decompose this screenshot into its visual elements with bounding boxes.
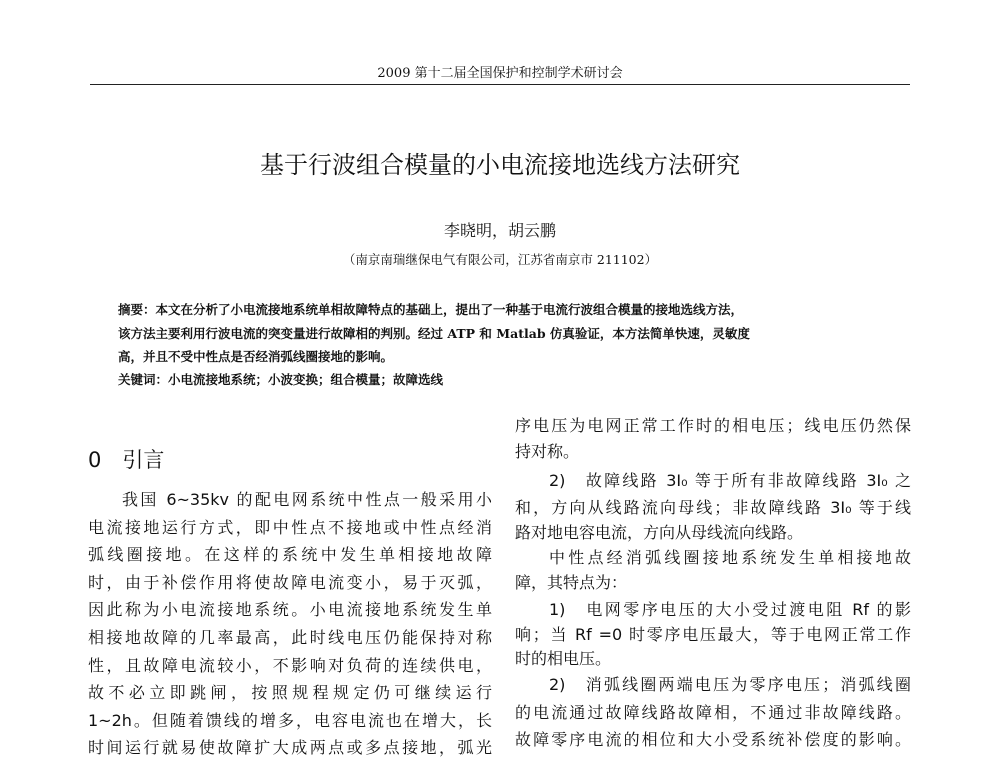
body-line: 的电流通过故障线路故障相，不通过非故障线路。 bbox=[515, 703, 911, 722]
body-line: 时，由于补偿作用将使故障电流变小，易于灭弧， bbox=[88, 573, 492, 592]
body-line: 序电压为电网正常工作时的相电压；线电压仍然保 bbox=[515, 416, 911, 435]
body-line: 路对地电容电流，方向从母线流向线路。 bbox=[515, 523, 804, 542]
body-line: 时的相电压。 bbox=[515, 649, 612, 668]
header-rule bbox=[90, 84, 910, 85]
body-line: 故障零序电流的相位和大小受系统补偿度的影响。 bbox=[515, 730, 911, 749]
paper-title: 基于行波组合模量的小电流接地选线方法研究 bbox=[260, 151, 740, 179]
body-line: 性，且故障电流较小，不影响对负荷的连续供电， bbox=[88, 656, 492, 675]
abstract-line: 该方法主要利用行波电流的突变量进行故障相的判别。经过 ATP 和 Matlab 仿真验证，本方法简单快速，灵敏度 bbox=[118, 326, 750, 341]
keywords-line: 关键词：小电流接地系统；小波变换；组合模量；故障选线 bbox=[118, 372, 444, 387]
body-line: 响；当 Rf =0 时零序电压最大，等于电网正常工作 bbox=[515, 625, 911, 644]
body-line: 因此称为小电流接地系统。小电流接地系统发生单 bbox=[88, 600, 492, 619]
body-line: 2) 故障线路 3I₀ 等于所有非故障线路 3I₀ 之 bbox=[549, 471, 911, 490]
body-line: 故不必立即跳闸，按照规程规定仍可继续运行 bbox=[88, 683, 492, 702]
body-line: 和，方向从线路流向母线；非故障线路 3I₀ 等于线 bbox=[515, 498, 911, 517]
section-heading: 0 引言 bbox=[88, 448, 165, 472]
body-line: 电流接地运行方式，即中性点不接地或中性点经消 bbox=[88, 518, 492, 537]
authors: 李晓明，胡云鹏 bbox=[443, 221, 556, 240]
body-line: 1~2h。但随着馈线的增多，电容电流也在增大，长 bbox=[88, 711, 492, 730]
affiliation: （南京南瑞继保电气有限公司，江苏省南京市 211102） bbox=[342, 252, 658, 267]
abstract-line: 摘要：本文在分析了小电流接地系统单相故障特点的基础上，提出了一种基于电流行波组合模量的接地选线方法， bbox=[118, 302, 744, 317]
body-line: 1) 电网零序电压的大小受过渡电阻 Rf 的影 bbox=[549, 600, 911, 619]
body-line: 弧线圈接地。在这样的系统中发生单相接地故障 bbox=[88, 545, 492, 564]
abstract-line: 高，并且不受中性点是否经消弧线圈接地的影响。 bbox=[118, 349, 394, 364]
body-line: 时间运行就易使故障扩大成两点或多点接地，弧光 bbox=[88, 738, 492, 757]
body-line: 中性点经消弧线圈接地系统发生单相接地故 bbox=[549, 548, 911, 567]
body-line: 相接地故障的几率最高，此时线电压仍能保持对称 bbox=[88, 628, 492, 647]
running-header: 2009 第十二届全国保护和控制学术研讨会 bbox=[377, 66, 623, 81]
body-line: 2) 消弧线圈两端电压为零序电压；消弧线圈 bbox=[549, 675, 911, 694]
body-line: 障，其特点为： bbox=[515, 573, 628, 592]
body-line: 持对称。 bbox=[515, 442, 580, 461]
body-line: 我国 6~35kv 的配电网系统中性点一般采用小 bbox=[122, 490, 492, 509]
